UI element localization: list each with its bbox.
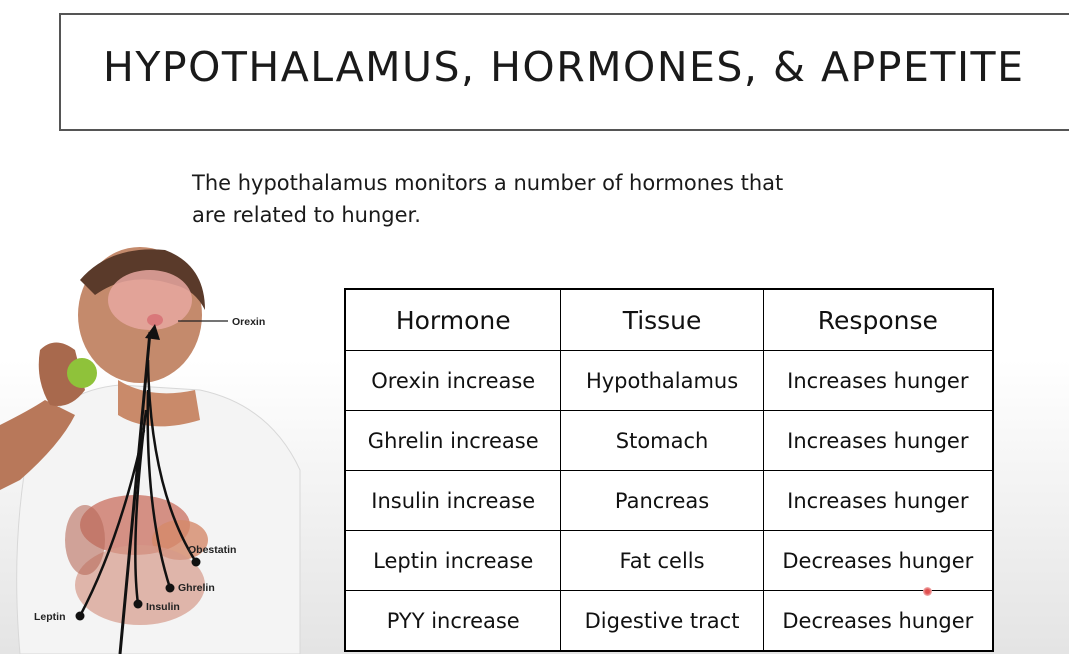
title-box — [59, 13, 1069, 131]
cell-tissue: Fat cells — [561, 531, 763, 591]
slide-title: HYPOTHALAMUS, HORMONES, & APPETITE — [103, 43, 1025, 91]
table-row — [345, 471, 993, 531]
table-header-row — [345, 289, 993, 351]
cell-response: Decreases hunger — [763, 531, 993, 591]
intro-line-2: are related to hunger. — [192, 203, 421, 227]
header-tissue: Tissue — [561, 289, 763, 351]
table-row — [345, 591, 993, 652]
table-row — [345, 351, 993, 411]
label-ghrelin: Ghrelin — [178, 582, 215, 594]
cell-hormone: Orexin increase — [345, 351, 561, 411]
cell-hormone: PYY increase — [345, 591, 561, 652]
cell-tissue: Pancreas — [561, 471, 763, 531]
table-row — [345, 411, 993, 471]
header-hormone: Hormone — [345, 289, 561, 351]
cell-tissue: Stomach — [561, 411, 763, 471]
hormone-table — [344, 288, 994, 652]
cell-hormone: Insulin increase — [345, 471, 561, 531]
label-obestatin: Obestatin — [188, 544, 237, 556]
label-insulin: Insulin — [146, 601, 180, 613]
cell-hormone: Leptin increase — [345, 531, 561, 591]
cell-response: Increases hunger — [763, 351, 993, 411]
cell-response: Increases hunger — [763, 411, 993, 471]
cell-hormone: Ghrelin increase — [345, 411, 561, 471]
table-row — [345, 531, 993, 591]
pointer-cursor-icon — [923, 587, 932, 596]
label-orexin: Orexin — [232, 316, 266, 328]
intro-line-1: The hypothalamus monitors a number of hormones that — [192, 171, 784, 195]
cell-tissue: Hypothalamus — [561, 351, 763, 411]
intro-text — [192, 167, 832, 231]
cell-response: Decreases hunger — [763, 591, 993, 652]
hormone-illustration — [0, 240, 320, 654]
cell-tissue: Digestive tract — [561, 591, 763, 652]
man-eating-apple-illustration — [0, 240, 320, 654]
cell-response: Increases hunger — [763, 471, 993, 531]
label-leptin: Leptin — [34, 611, 66, 623]
header-response: Response — [763, 289, 993, 351]
